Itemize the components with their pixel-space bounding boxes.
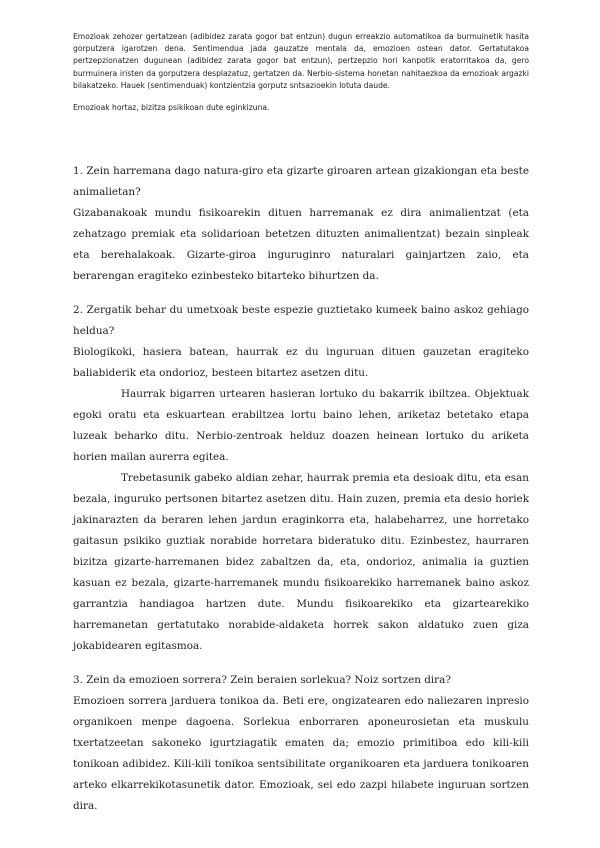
question-heading: 2. Zergatik behar du umetxoak beste espezie guztietako kumeek baino askoz gehiago heldua? xyxy=(73,304,529,337)
question-heading: 3. Zein da emozioen sorrera? Zein beraien sorlekua? Noiz sortzen dira? xyxy=(73,674,451,686)
answer-paragraph: Biologikoki, hasiera batean, haurrak ez du inguruan dituen gauzetan eragiteko baliabiderik eta ondorioz, besteen bitartez asetzen ditu. xyxy=(73,346,529,379)
answer-paragraph: Haurrak bigarren urtearen hasieran lortuko du bakarrik ibiltzea. Objektuak egoki oratu eta eskuartean erabiltzea lortu baino lehen, ariketaz betetako etapa luzeak beharko ditu. Nerbio-zentroak helduz doazen heinean lortuko du ariketa horien mailan aurerra egitea. xyxy=(73,388,529,463)
answer-paragraph: Trebetasunik gabeko aldian zehar, haurrak premia eta desioak ditu, eta esan bezala, inguruko pertsonen bitartez asetzen ditu. Hain zuzen, premia eta desio horiek jakinarazten da beraren lehen jardun eraginkorra eta, halabeharrez, une horretako gaitasun psikiko guztiak norabide horretara bideratuko ditu. Ezinbestez, haurraren bizitza gizarte-harremanen bidez zabaltzen da, eta, ondorioz, animalia ia guztien kasuan ez bezala, gizarte-harremanek mundu fisikoarekiko harremanek baino askoz garrantzia handiagoa hartzen dute. Mundu fisikoarekiko eta gizartearekiko harremanetan gertatutako norabide-aldaketa horrek sakon aldatuko zuen giza jokabidearen egitasmoa. xyxy=(73,472,529,652)
answer-paragraph: Emozioen sorrera jarduera tonikoa da. Beti ere, ongizatearen edo naliezaren inpresio organikoen menpe dagoena. Sorlekua enborraren aponeurosietan eta muskulu txertatzeetan sakoneko igurtziagatik ematen da; emozio primitiboa edo kili-kili tonikoan adibidez. Kili-kili tonikoa sentsibilitate organikoaren eta jarduera tonikoaren arteko elkarrekikotasunetik dator. Emozioak, sei edo zazpi hilabete inguruan sortzen dira. xyxy=(73,695,529,812)
questions-block xyxy=(73,161,529,817)
answer-paragraph: Gizabanakoak mundu fisikoarekin dituen harremanak ez dira animalientzat (eta zehatzago premiak eta solidarioan betetzen dituzten animalientzat) bezain sinpleak eta berehalakoak. Gizarte-giroa inguruginro naturalari gainjartzen zaio, eta berarengan eragiteko ezinbesteko bitarteko bihurtzen da. xyxy=(73,207,529,282)
question-heading: 1. Zein harremana dago natura-giro eta gizarte giroaren artean gizakiongan eta beste animalietan? xyxy=(73,165,529,198)
intro-block xyxy=(73,31,529,114)
intro-paragraph: Emozioak hortaz, bizitza psikikoan dute eginkizuna. xyxy=(73,103,270,113)
intro-paragraph: Emozioak zehozer gertatzean (adibidez zarata gogor bat entzun) dugun erreakzio automatikoa da burmuinetik hasita gorputzera igarotzen dena. Sentimendua jada gauzatze mentala da, emozioen ostean dator. Gertatutakoa pertzepzionatzen dugunean (adibidez zarata gogor bat entzun), pertzepzio hori kanpotik eratorritakoa da, gero burmuinera iristen da gorputzera desplazatuz, gertatzen da. Nerbio-sistema honetan nahitaezkoa da emozioak argazki bilakatzeko. Hauek (sentimenduak) kontzientzia gorputz sntsazioekin lotuta daude. xyxy=(73,32,529,90)
